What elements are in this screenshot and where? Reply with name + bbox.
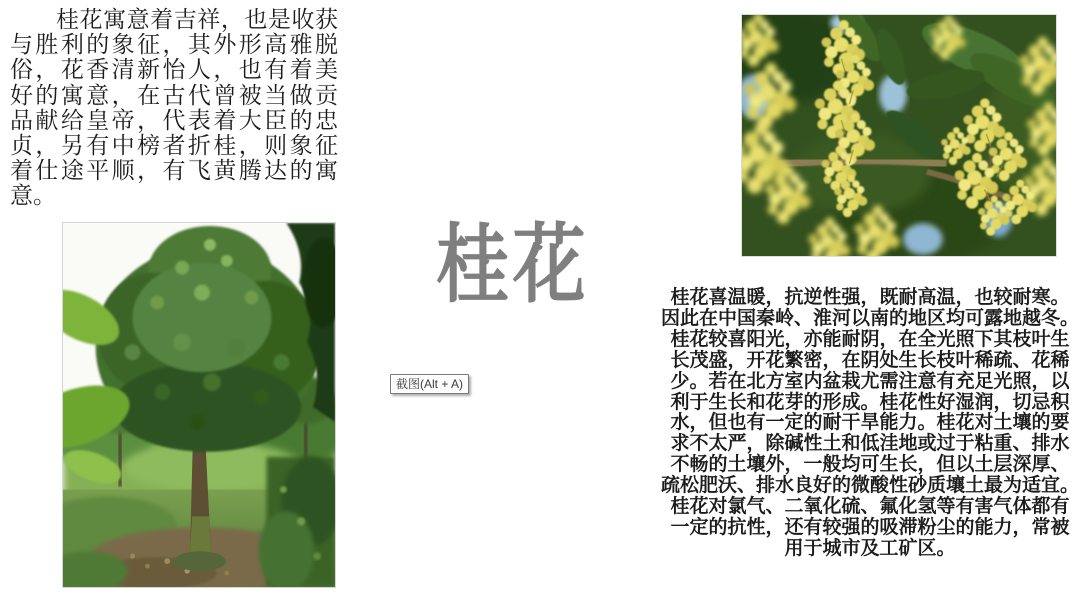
text-line: 桂花寓意着吉祥，也是收获 bbox=[56, 7, 338, 32]
text-line: 贞，另有中榜者折桂，则象征 bbox=[10, 133, 338, 159]
text-line: 意。 bbox=[10, 183, 56, 209]
text-line: 长茂盛，开花繁密，在阴处生长枝叶稀疏、花稀 bbox=[670, 349, 1070, 371]
text-line: 利于生长和花芽的形成。桂花性好湿润，切忌积 bbox=[670, 391, 1070, 413]
intro-paragraph bbox=[10, 7, 338, 209]
text-line: 品献给皇帝，代表着大臣的忠 bbox=[10, 107, 338, 133]
text-line: 少。若在北方室内盆栽尤需注意有充足光照，以 bbox=[670, 370, 1070, 392]
text-line: 桂花喜温暖，抗逆性强，既耐高温，也较耐寒。 bbox=[670, 287, 1070, 308]
habit-paragraph bbox=[661, 288, 1079, 560]
text-line: 一定的抗性，还有较强的吸滞粉尘的能力，常被 bbox=[670, 516, 1070, 538]
text-line: 桂花较喜阳光，亦能耐阴，在全光照下其枝叶生 bbox=[670, 328, 1070, 350]
text-line: 与胜利的象征，其外形高雅脱 bbox=[10, 32, 338, 58]
text-line: 俗，花香清新怡人，也有着美 bbox=[10, 57, 338, 83]
text-line: 用于城市及工矿区。 bbox=[784, 537, 956, 559]
osmanthus-tree-photo bbox=[62, 222, 336, 588]
text-line: 好的寓意，在古代曾被当做贡 bbox=[10, 82, 338, 108]
text-line: 着仕途平顺，有飞黄腾达的寓 bbox=[10, 158, 338, 184]
screenshot-tooltip: 截图(Alt + A) bbox=[390, 374, 469, 394]
text-line: 疏松肥沃、排水良好的微酸性砂质壤土最为适宜。 bbox=[661, 475, 1080, 497]
osmanthus-flowers-photo bbox=[741, 14, 1057, 257]
text-line: 求不太严，除碱性土和低洼地或过于粘重、排水 bbox=[670, 433, 1070, 455]
text-line: 不畅的土壤外，一般均可生长，但以土层深厚、 bbox=[670, 454, 1070, 476]
osmanthus-flowers-illustration bbox=[742, 15, 1056, 256]
text-line: 水，但也有一定的耐干旱能力。桂花对土壤的要 bbox=[670, 412, 1070, 434]
text-line: 因此在中国秦岭、淮河以南的地区均可露地越冬。 bbox=[661, 307, 1080, 329]
text-line: 桂花对氯气、二氧化硫、氟化氢等有害气体都有 bbox=[670, 496, 1070, 518]
osmanthus-tree-illustration bbox=[63, 223, 335, 587]
page-title: 桂花 bbox=[436, 217, 589, 313]
